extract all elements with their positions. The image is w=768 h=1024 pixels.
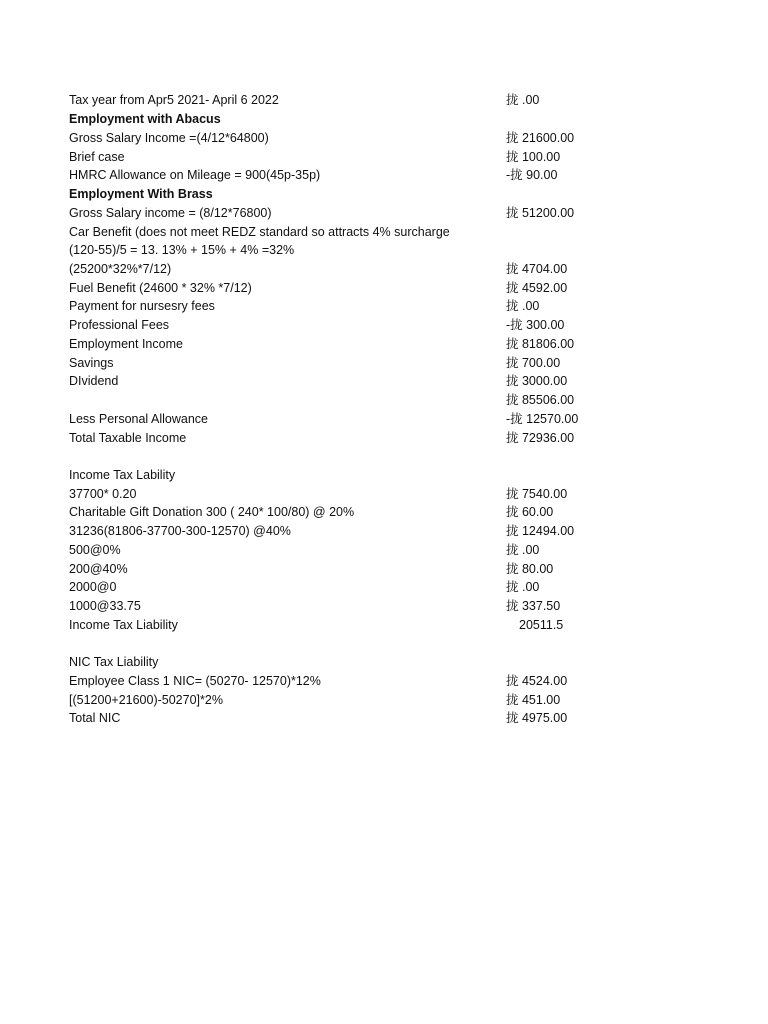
row-label: Brief case <box>69 150 125 164</box>
row-label: 500@0% <box>69 543 121 557</box>
row-label: Employee Class 1 NIC= (50270- 12570)*12% <box>69 674 321 688</box>
row-label: DIvidend <box>69 374 119 388</box>
row-amount: 拢 100.00 <box>506 150 561 164</box>
sheet-row <box>0 653 768 671</box>
sheet-row <box>0 148 768 166</box>
row-amount: 拢 700.00 <box>506 356 561 370</box>
row-amount: 拢 4592.00 <box>506 281 568 295</box>
sheet-row <box>0 429 768 447</box>
row-amount: 拢 .00 <box>506 580 540 594</box>
sheet-row <box>0 297 768 315</box>
row-label: Savings <box>69 356 114 370</box>
row-amount: 拢 .00 <box>506 93 540 107</box>
row-label: Employment Income <box>69 337 183 351</box>
sheet-row <box>0 260 768 278</box>
row-label: 37700* 0.20 <box>69 487 137 501</box>
sheet-row <box>0 185 768 203</box>
sheet-row <box>0 110 768 128</box>
row-amount: 拢 3000.00 <box>506 374 568 388</box>
row-label: Gross Salary income = (8/12*76800) <box>69 206 272 220</box>
row-label: Payment for nursesry fees <box>69 299 215 313</box>
row-label: Income Tax Lability <box>69 468 176 482</box>
row-label: (120-55)/5 = 13. 13% + 15% + 4% =32% <box>69 243 295 257</box>
row-label: 2000@0 <box>69 580 117 594</box>
sheet-row <box>0 204 768 222</box>
sheet-row <box>0 410 768 428</box>
section-heading: Employment with Abacus <box>69 112 221 126</box>
sheet-row <box>0 597 768 615</box>
row-label: 1000@33.75 <box>69 599 141 613</box>
row-label: 200@40% <box>69 562 128 576</box>
row-amount: -拢 300.00 <box>506 318 565 332</box>
sheet-row <box>0 91 768 109</box>
row-amount: 拢 80.00 <box>506 562 554 576</box>
sheet-row <box>0 709 768 727</box>
row-amount: 拢 4524.00 <box>506 674 568 688</box>
row-label: Fuel Benefit (24600 * 32% *7/12) <box>69 281 252 295</box>
sheet-row <box>0 129 768 147</box>
row-label: Car Benefit (does not meet REDZ standard so attracts 4% surcharge <box>69 225 450 239</box>
row-label: Tax year from Apr5 2021- April 6 2022 <box>69 93 279 107</box>
row-label: [(51200+21600)-50270]*2% <box>69 693 223 707</box>
row-label: 31236(81806-37700-300-12570) @40% <box>69 524 291 538</box>
row-amount: 拢 51200.00 <box>506 206 575 220</box>
sheet-row <box>0 691 768 709</box>
row-label: HMRC Allowance on Mileage = 900(45p-35p) <box>69 168 321 182</box>
row-label: Less Personal Allowance <box>69 412 208 426</box>
sheet-row <box>0 354 768 372</box>
sheet-row <box>0 335 768 353</box>
sheet-row <box>0 241 768 259</box>
row-label: Income Tax Liability <box>69 618 178 632</box>
row-label: Total NIC <box>69 711 121 725</box>
row-label: Gross Salary Income =(4/12*64800) <box>69 131 269 145</box>
sheet-row <box>0 223 768 241</box>
row-amount: 拢 21600.00 <box>506 131 575 145</box>
sheet-row <box>0 560 768 578</box>
row-label: (25200*32%*7/12) <box>69 262 172 276</box>
row-amount: 拢 4975.00 <box>506 711 568 725</box>
sheet-row <box>0 316 768 334</box>
sheet-row <box>0 466 768 484</box>
row-amount: 拢 4704.00 <box>506 262 568 276</box>
sheet-row <box>0 372 768 390</box>
sheet-row <box>0 391 768 409</box>
row-amount: 拢 12494.00 <box>506 524 575 538</box>
sheet-row <box>0 485 768 503</box>
section-heading: Employment With Brass <box>69 187 213 201</box>
sheet-row <box>0 166 768 184</box>
sheet-row <box>0 279 768 297</box>
row-amount: -拢 90.00 <box>506 168 558 182</box>
sheet-row <box>0 503 768 521</box>
row-amount: 拢 7540.00 <box>506 487 568 501</box>
row-amount: 拢 60.00 <box>506 505 554 519</box>
row-amount: 拢 81806.00 <box>506 337 575 351</box>
row-amount: 拢 .00 <box>506 543 540 557</box>
row-amount: 拢 .00 <box>506 299 540 313</box>
row-amount: -拢 12570.00 <box>506 412 579 426</box>
row-amount: 20511.5 <box>519 618 564 632</box>
row-label: NIC Tax Liability <box>69 655 159 669</box>
row-label: Professional Fees <box>69 318 170 332</box>
row-amount: 拢 451.00 <box>506 693 561 707</box>
sheet-row <box>0 616 768 634</box>
sheet-row <box>0 578 768 596</box>
sheet-row <box>0 672 768 690</box>
row-label: Charitable Gift Donation 300 ( 240* 100/80) @ 20% <box>69 505 355 519</box>
row-amount: 拢 85506.00 <box>506 393 575 407</box>
sheet-row <box>0 522 768 540</box>
row-label: Total Taxable Income <box>69 431 187 445</box>
row-amount: 拢 337.50 <box>506 599 561 613</box>
row-amount: 拢 72936.00 <box>506 431 575 445</box>
sheet-row <box>0 541 768 559</box>
